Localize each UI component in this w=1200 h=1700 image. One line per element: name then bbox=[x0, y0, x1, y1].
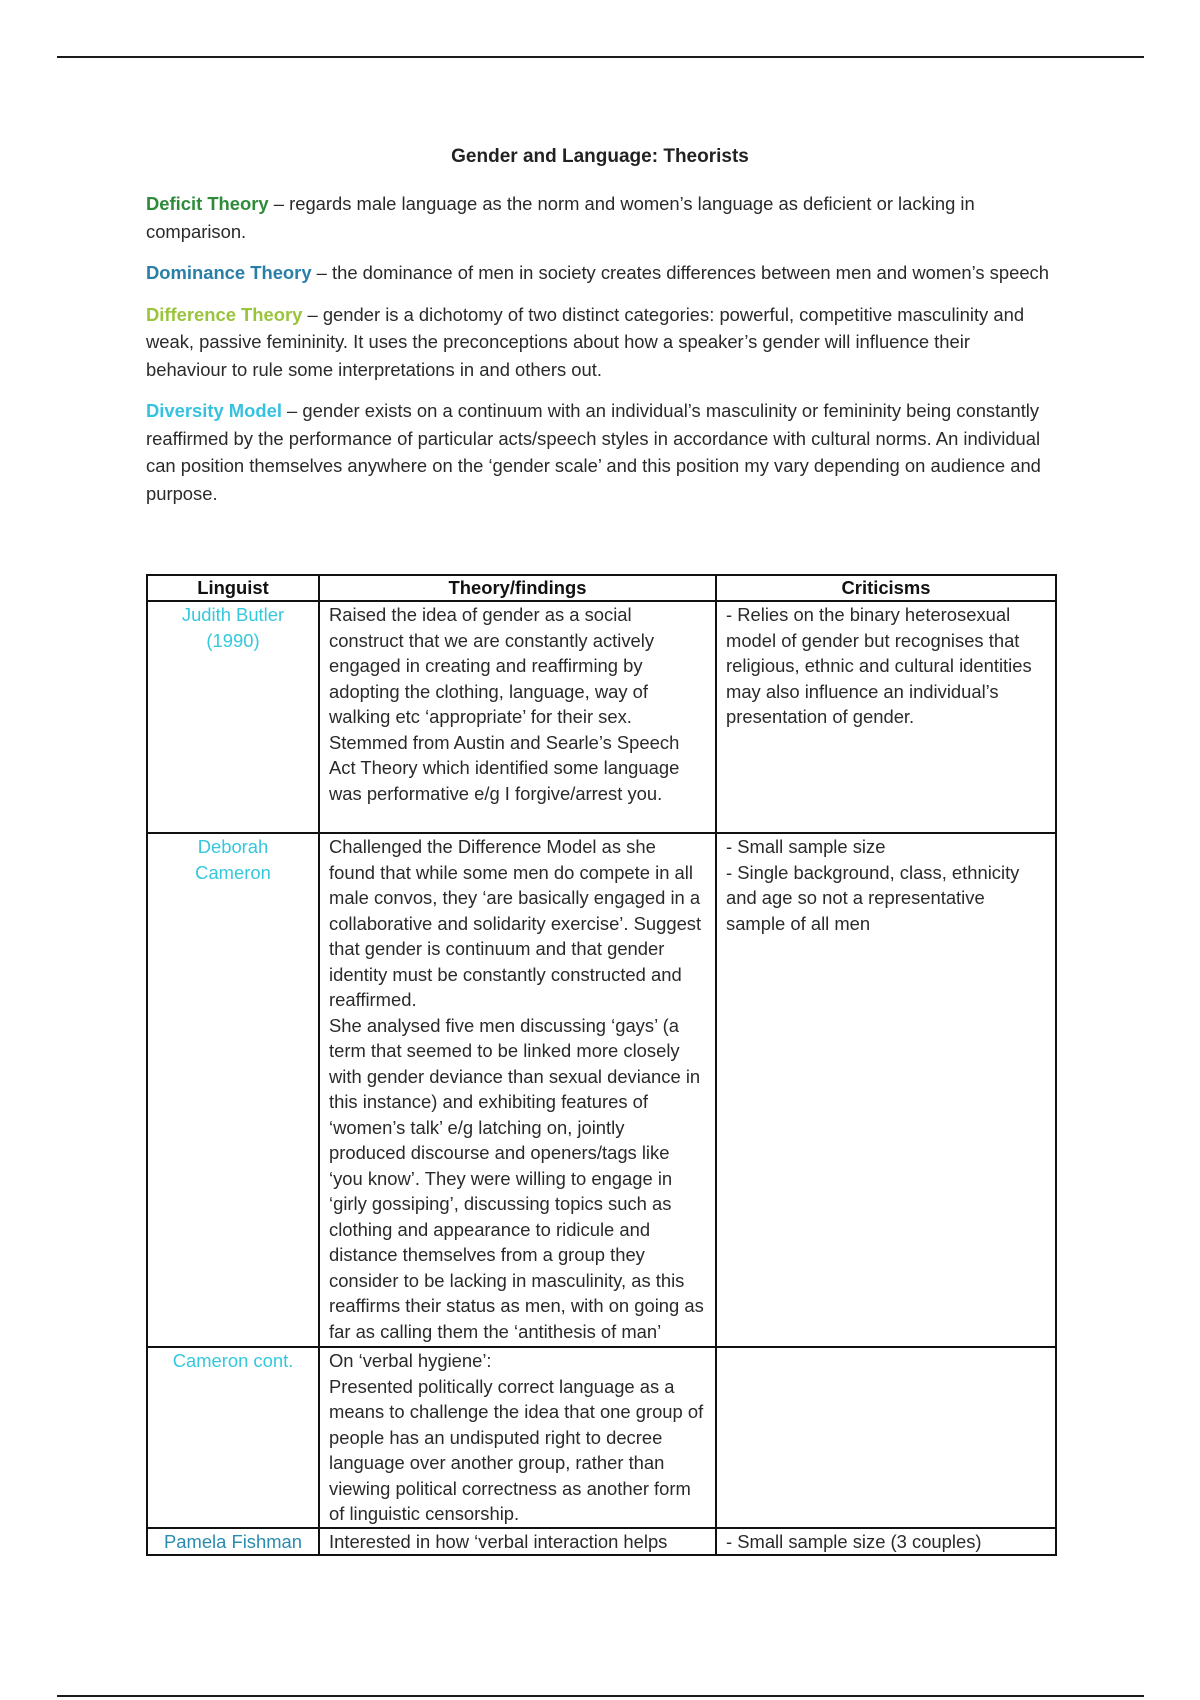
criticism-item: - Small sample size bbox=[726, 836, 886, 857]
linguist-name: Cameron cont. bbox=[172, 1350, 294, 1371]
column-header-criticisms: Criticisms bbox=[716, 575, 1056, 601]
table-row bbox=[147, 833, 1056, 1347]
definition-term: Diversity Model bbox=[146, 400, 282, 421]
definitions bbox=[146, 190, 1054, 521]
definition-term: Difference Theory bbox=[146, 303, 303, 325]
criticisms-cell bbox=[716, 833, 1056, 1347]
definition-text: – the dominance of men in society creates differences between men and women’s speech bbox=[311, 262, 1049, 283]
theory-paragraph: Interested in how ‘verbal interaction helps bbox=[329, 1530, 668, 1552]
footer-rule bbox=[57, 1695, 1144, 1697]
definition-term: Dominance Theory bbox=[146, 262, 312, 283]
linguist-cell bbox=[147, 1528, 319, 1556]
criticisms-cell bbox=[716, 1347, 1056, 1528]
theory-paragraph: She analysed five men discussing ‘gays’ (a term that seemed to be linked more closely with gender deviance than sexual deviance in this instance) and exhibiting features of ‘women’s talk’ e/g latching on, jointly produced discourse and openers/tags like ‘you know’. They were willing to engage in ‘girly gossiping’, discussing topics such as clothing and appearance to ridicule and distance themselves from a group they consider to be lacking in masculinity, as this reaffirms their status as men, with on going as far as calling them the ‘antithesis of man’ bbox=[329, 1014, 704, 1342]
definition-diversity bbox=[146, 397, 1054, 507]
theory-cell bbox=[319, 1528, 716, 1556]
definition-dominance bbox=[146, 259, 1054, 287]
linguist-name: Deborah bbox=[197, 836, 269, 857]
header-rule bbox=[57, 56, 1144, 58]
table-row bbox=[147, 1347, 1056, 1528]
theory-cell bbox=[319, 601, 716, 833]
theory-paragraph: Challenged the Difference Model as she found that while some men do compete in all male convos, they ‘are basically engaged in a collaborative and solidarity exercise’. Suggest that gender is continuum and that gender identity must be constantly constructed and reaffirmed. bbox=[329, 836, 702, 1010]
theory-paragraph: Presented politically correct language as a means to challenge the idea that one group of people has an undisputed right to decree language over another group, rather than viewing political correctness as another form of linguistic censorship. bbox=[329, 1375, 704, 1524]
criticism-item: - Relies on the binary heterosexual model of gender but recognises that religious, ethnic and cultural identities may also influence an individual’s presentation of gender. bbox=[726, 604, 1032, 727]
definition-text: – gender exists on a continuum with an individual’s masculinity or femininity being constantly reaffirmed by the performance of particular acts/speech styles in accordance with cultural norms. An individual can position themselves anywhere on the ‘gender scale’ and this position my vary depending on audience and purpose. bbox=[146, 400, 1041, 504]
theory-paragraph: Stemmed from Austin and Searle’s Speech Act Theory which identified some language was performative e/g I forgive/arrest you. bbox=[329, 731, 680, 804]
linguist-cell bbox=[147, 833, 319, 1347]
definition-deficit bbox=[146, 190, 1054, 245]
criticisms-cell bbox=[716, 1528, 1056, 1556]
theory-cell bbox=[319, 1347, 716, 1528]
linguist-name: Judith Butler bbox=[181, 604, 285, 625]
criticisms-cell bbox=[716, 601, 1056, 833]
criticism-item: - Single background, class, ethnicity and age so not a representative sample of all men bbox=[726, 861, 1020, 934]
linguist-name: Pamela Fishman bbox=[164, 1530, 302, 1552]
column-header-linguist: Linguist bbox=[147, 575, 319, 601]
theory-paragraph: Raised the idea of gender as a social construct that we are constantly actively engaged in creating and reaffirming by adopting the clothing, language, way of walking etc ‘appropriate’ for their sex. bbox=[329, 604, 655, 727]
definition-difference bbox=[146, 301, 1054, 384]
linguist-cell bbox=[147, 601, 319, 833]
definition-text: – regards male language as the norm and women’s language as deficient or lacking in comparison. bbox=[146, 193, 975, 242]
page-title: Gender and Language: Theorists bbox=[451, 146, 749, 167]
linguist-year: (1990) bbox=[206, 629, 260, 651]
definition-text: – gender is a dichotomy of two distinct categories: powerful, competitive masculinity and weak, passive femininity. It uses the preconceptions about how a speaker’s gender will influence their behaviour to rule some interpretations in and others out. bbox=[146, 303, 1025, 380]
theory-paragraph: On ‘verbal hygiene’: bbox=[329, 1350, 492, 1371]
criticism-item: - Small sample size (3 couples) bbox=[726, 1530, 982, 1552]
column-header-theory: Theory/findings bbox=[319, 575, 716, 601]
table-header-row bbox=[147, 575, 1056, 601]
linguist-cell bbox=[147, 1347, 319, 1528]
linguist-name: Cameron bbox=[195, 861, 271, 883]
table-row bbox=[147, 1528, 1056, 1556]
definition-term: Deficit Theory bbox=[146, 193, 269, 214]
table-row bbox=[147, 601, 1056, 833]
theorists-table bbox=[146, 574, 1057, 1556]
theory-cell bbox=[319, 833, 716, 1347]
